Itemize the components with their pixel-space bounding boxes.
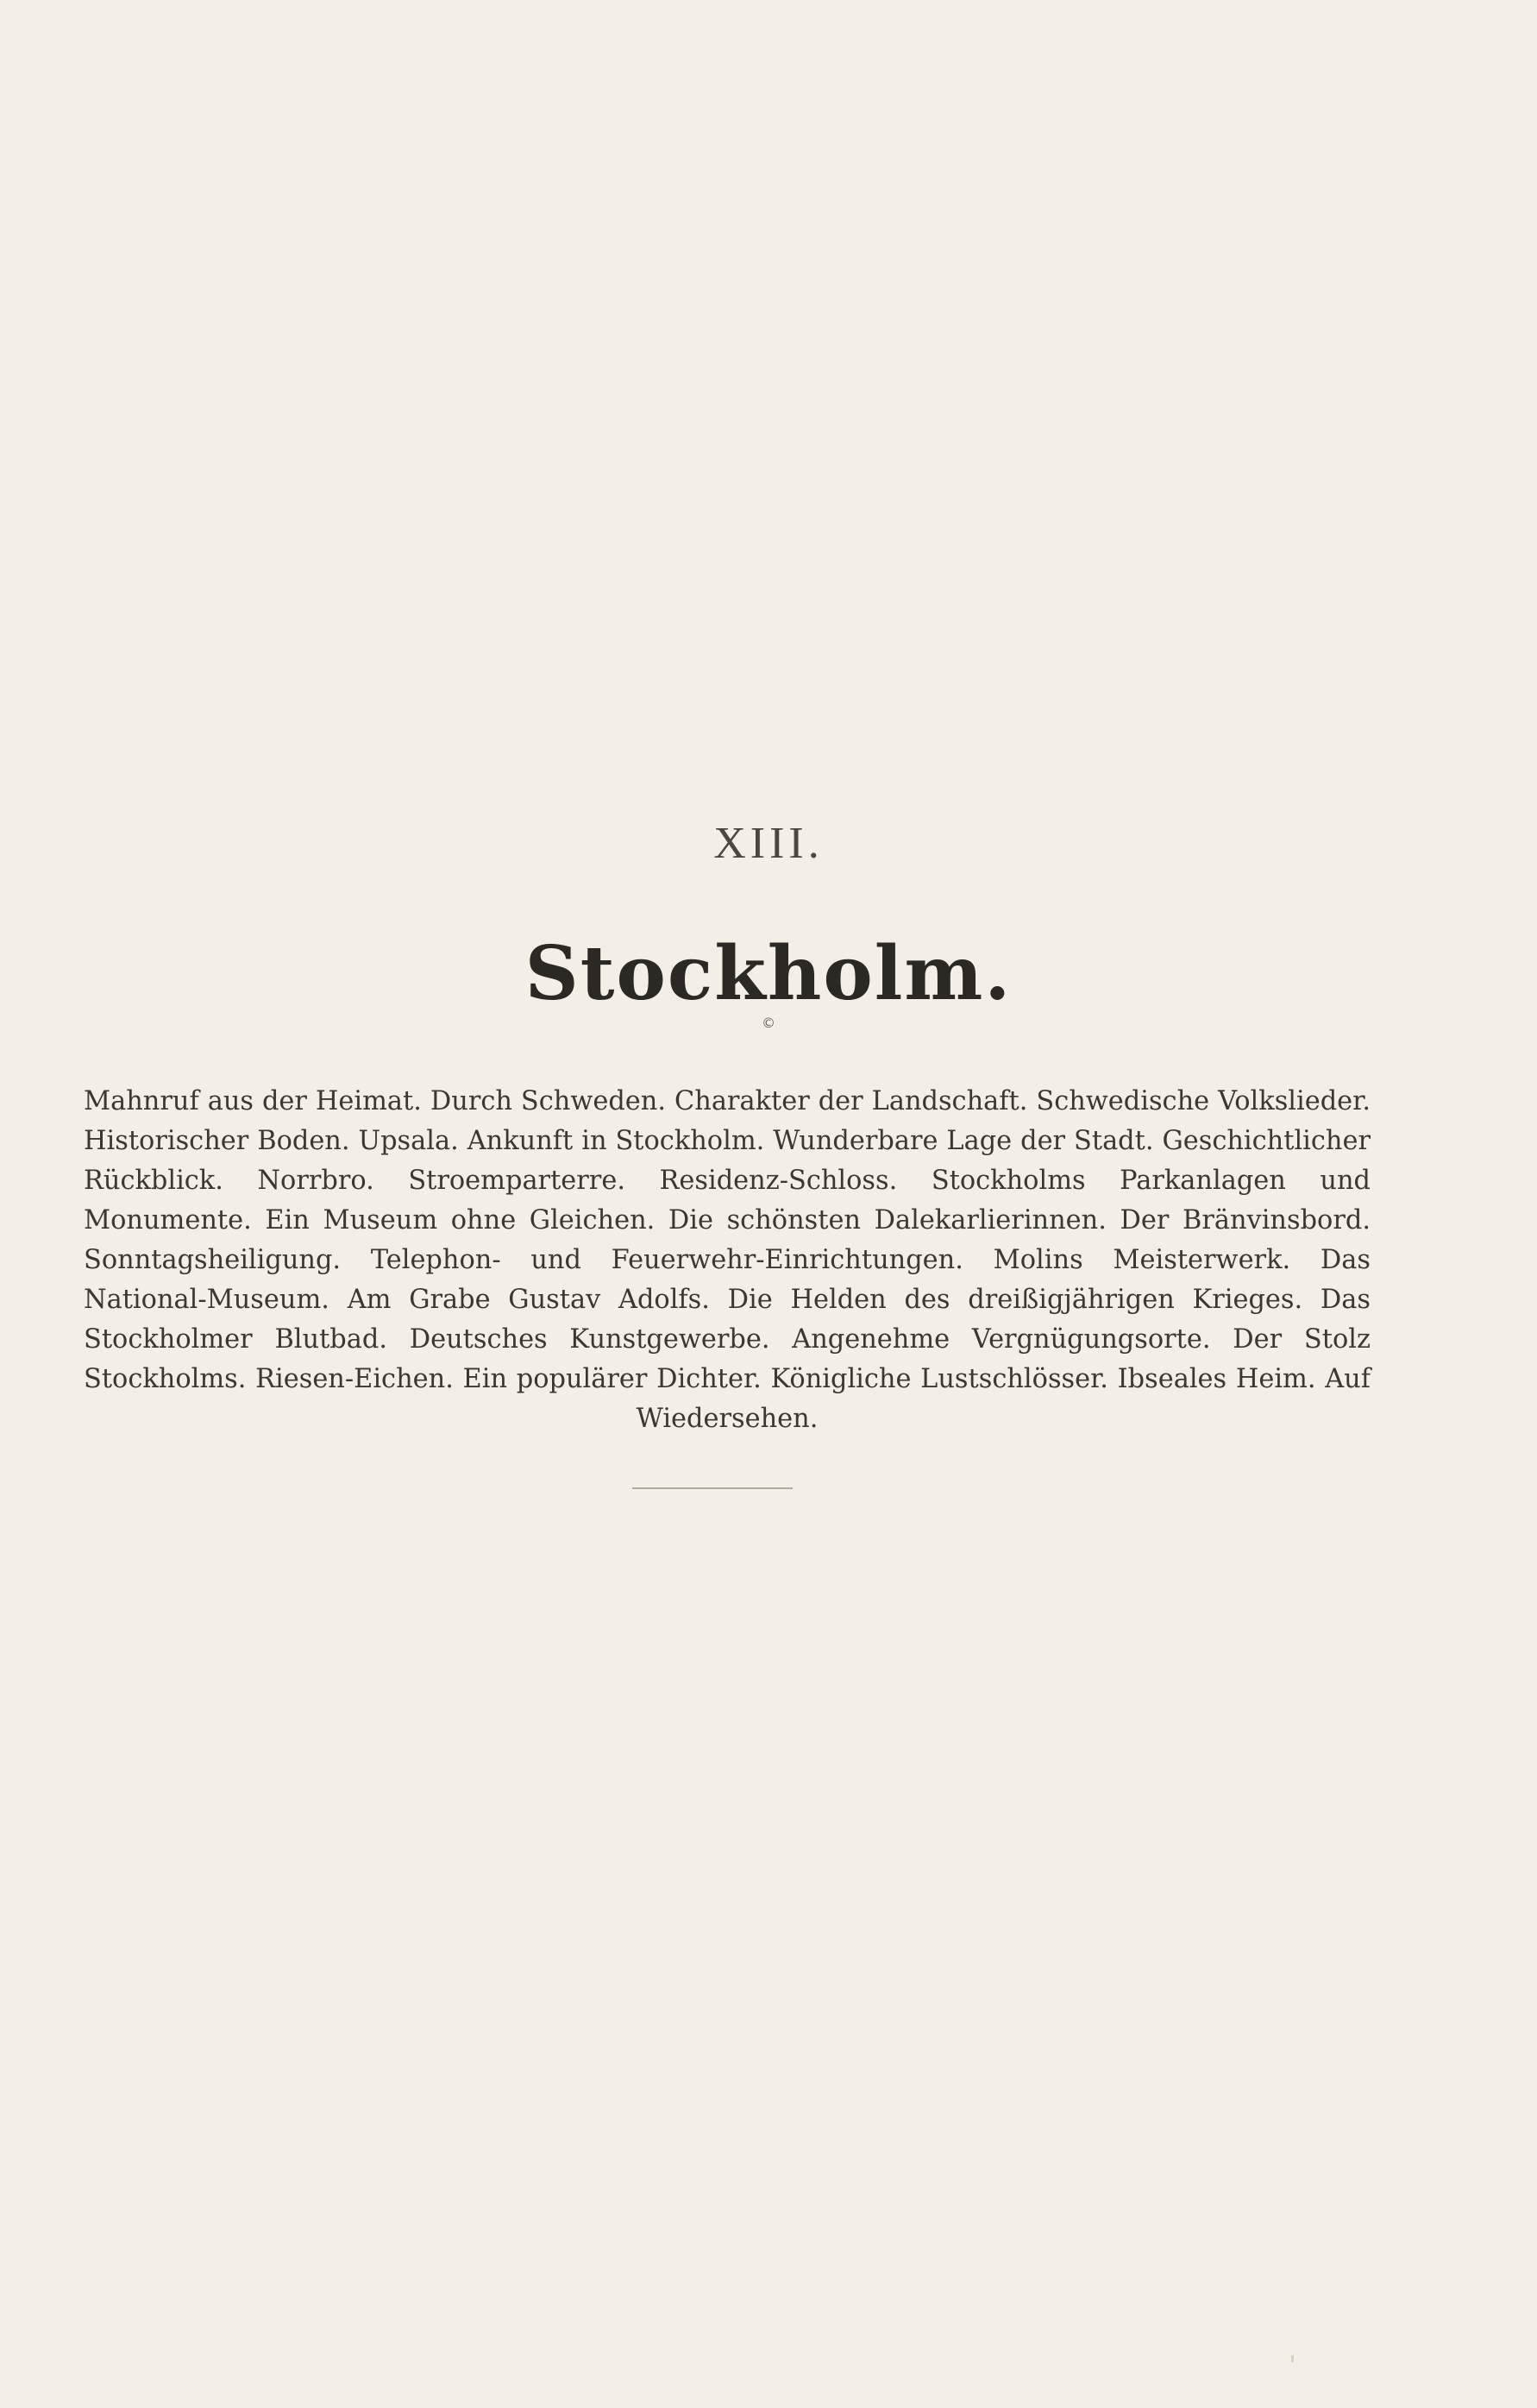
- title-ornament-mark: ©: [762, 1015, 775, 1031]
- chapter-number: XIII.: [713, 819, 824, 868]
- paper-speck: [1291, 2355, 1294, 2362]
- chapter-title: Stockholm.: [524, 930, 1013, 1017]
- divider-rule: [632, 1487, 793, 1489]
- chapter-summary: Mahnruf aus der Heimat. Durch Schweden. Charakter der Landschaft. Schwedische Volkslieder. Historischer Boden. Upsala. Ankunft in Stockholm. Wunderbare Lage der Stadt. Geschichtlicher Rückblick. Norrbro. Stroemparterre. Residenz-Schloss. Stockholms Parkanlagen und Monumente. Ein Museum ohne Gleichen. Die schönsten Dalekarlierinnen. Der Bränvinsbord. Sonntagsheiligung. Telephon- und Feuerwehr-Einrichtungen. Molins Meisterwerk. Das National-Museum. Am Grabe Gustav Adolfs. Die Helden des dreißigjährigen Krieges. Das Stockholmer Blutbad. Deutsches Kunstgewerbe. Angenehme Vergnügungsorte. Der Stolz Stockholms. Riesen-Eichen. Ein populärer Dichter. Königliche Lustschlösser. Ibseales Heim. Auf Wiedersehen.: [84, 1086, 1371, 1434]
